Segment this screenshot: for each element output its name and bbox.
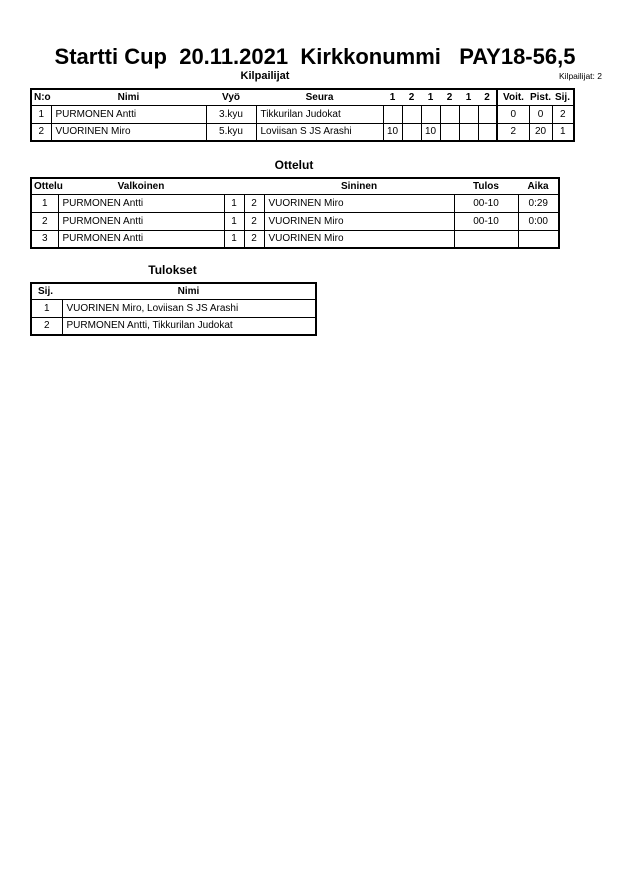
table-row bbox=[31, 230, 559, 248]
cell-nimi: PURMONEN Antti, Tikkurilan Judokat bbox=[62, 317, 316, 335]
col-header-vyo: Vyö bbox=[206, 89, 256, 105]
table-row bbox=[31, 317, 316, 335]
cell-tulos: 00-10 bbox=[454, 194, 518, 212]
col-header-blank1 bbox=[224, 178, 244, 194]
col-header-score3: 1 bbox=[421, 89, 440, 105]
cell-score3: 10 bbox=[421, 123, 440, 141]
cell-score5 bbox=[459, 105, 478, 123]
col-header-score1: 1 bbox=[383, 89, 402, 105]
cell-score4 bbox=[440, 105, 459, 123]
cell-nimi: VUORINEN Miro bbox=[51, 123, 206, 141]
cell-sininen: VUORINEN Miro bbox=[264, 212, 454, 230]
cell-score3 bbox=[421, 105, 440, 123]
cell-score1: 10 bbox=[383, 123, 402, 141]
col-header-nimi: Nimi bbox=[51, 89, 206, 105]
cell-vyo: 5.kyu bbox=[206, 123, 256, 141]
cell-white-no: 1 bbox=[224, 194, 244, 212]
cell-white-no: 1 bbox=[224, 212, 244, 230]
cell-valkoinen: PURMONEN Antti bbox=[58, 230, 224, 248]
cell-score2 bbox=[402, 105, 421, 123]
cell-voit: 0 bbox=[497, 105, 529, 123]
cell-aika: 0:00 bbox=[518, 212, 559, 230]
cell-blue-no: 2 bbox=[244, 194, 264, 212]
ottelut-header-row bbox=[31, 178, 559, 194]
col-header-sij: Sij. bbox=[552, 89, 574, 105]
page-title: Startti Cup 20.11.2021 Kirkkonummi PAY18-56,5 bbox=[54, 44, 576, 69]
table-row bbox=[31, 123, 574, 141]
cell-nimi: VUORINEN Miro, Loviisan S JS Arashi bbox=[62, 299, 316, 317]
cell-sininen: VUORINEN Miro bbox=[264, 230, 454, 248]
cell-valkoinen: PURMONEN Antti bbox=[58, 212, 224, 230]
col-header-score2: 2 bbox=[402, 89, 421, 105]
tulokset-table bbox=[30, 282, 317, 336]
competitor-count: Kilpailijat: 2 bbox=[559, 71, 602, 81]
cell-aika: 0:29 bbox=[518, 194, 559, 212]
cell-sij: 2 bbox=[31, 317, 62, 335]
cell-vyo: 3.kyu bbox=[206, 105, 256, 123]
cell-score4 bbox=[440, 123, 459, 141]
col-header-no: N:o bbox=[31, 89, 51, 105]
cell-score6 bbox=[478, 105, 497, 123]
col-header-tulos: Tulos bbox=[454, 178, 518, 194]
ottelut-section-label: Ottelut bbox=[274, 158, 314, 172]
col-header-aika: Aika bbox=[518, 178, 559, 194]
cell-pist: 0 bbox=[529, 105, 552, 123]
col-header-pist: Pist. bbox=[529, 89, 552, 105]
cell-score6 bbox=[478, 123, 497, 141]
cell-ottelu: 1 bbox=[31, 194, 58, 212]
cell-nimi: PURMONEN Antti bbox=[51, 105, 206, 123]
table-row bbox=[31, 212, 559, 230]
cell-pist: 20 bbox=[529, 123, 552, 141]
cell-seura: Loviisan S JS Arashi bbox=[256, 123, 383, 141]
cell-blue-no: 2 bbox=[244, 212, 264, 230]
cell-score5 bbox=[459, 123, 478, 141]
cell-tulos: 00-10 bbox=[454, 212, 518, 230]
cell-sij: 1 bbox=[31, 299, 62, 317]
table-row bbox=[31, 105, 574, 123]
cell-blue-no: 2 bbox=[244, 230, 264, 248]
cell-no: 2 bbox=[31, 123, 51, 141]
cell-aika bbox=[518, 230, 559, 248]
cell-white-no: 1 bbox=[224, 230, 244, 248]
cell-score2 bbox=[402, 123, 421, 141]
col-header-blank2 bbox=[244, 178, 264, 194]
cell-no: 1 bbox=[31, 105, 51, 123]
table-row bbox=[31, 299, 316, 317]
cell-ottelu: 3 bbox=[31, 230, 58, 248]
tulokset-header-row bbox=[31, 283, 316, 299]
table-row bbox=[31, 194, 559, 212]
cell-sij: 1 bbox=[552, 123, 574, 141]
cell-seura: Tikkurilan Judokat bbox=[256, 105, 383, 123]
col-header-sininen: Sininen bbox=[264, 178, 454, 194]
col-header-score4: 2 bbox=[440, 89, 459, 105]
col-header-voit: Voit. bbox=[497, 89, 529, 105]
cell-tulos bbox=[454, 230, 518, 248]
col-header-score6: 2 bbox=[478, 89, 497, 105]
kilpailijat-table bbox=[30, 88, 575, 142]
kilpailijat-header-row bbox=[31, 89, 574, 105]
col-header-nimi: Nimi bbox=[62, 283, 316, 299]
cell-valkoinen: PURMONEN Antti bbox=[58, 194, 224, 212]
cell-sininen: VUORINEN Miro bbox=[264, 194, 454, 212]
tulokset-section-label: Tulokset bbox=[148, 263, 197, 277]
kilpailijat-section-label: Kilpailijat bbox=[240, 70, 290, 82]
cell-voit: 2 bbox=[497, 123, 529, 141]
col-header-ottelu: Ottelu bbox=[31, 178, 58, 194]
col-header-sij: Sij. bbox=[31, 283, 62, 299]
cell-score1 bbox=[383, 105, 402, 123]
col-header-seura: Seura bbox=[256, 89, 383, 105]
col-header-score5: 1 bbox=[459, 89, 478, 105]
ottelut-table bbox=[30, 177, 560, 249]
cell-sij: 2 bbox=[552, 105, 574, 123]
col-header-valkoinen: Valkoinen bbox=[58, 178, 224, 194]
cell-ottelu: 2 bbox=[31, 212, 58, 230]
